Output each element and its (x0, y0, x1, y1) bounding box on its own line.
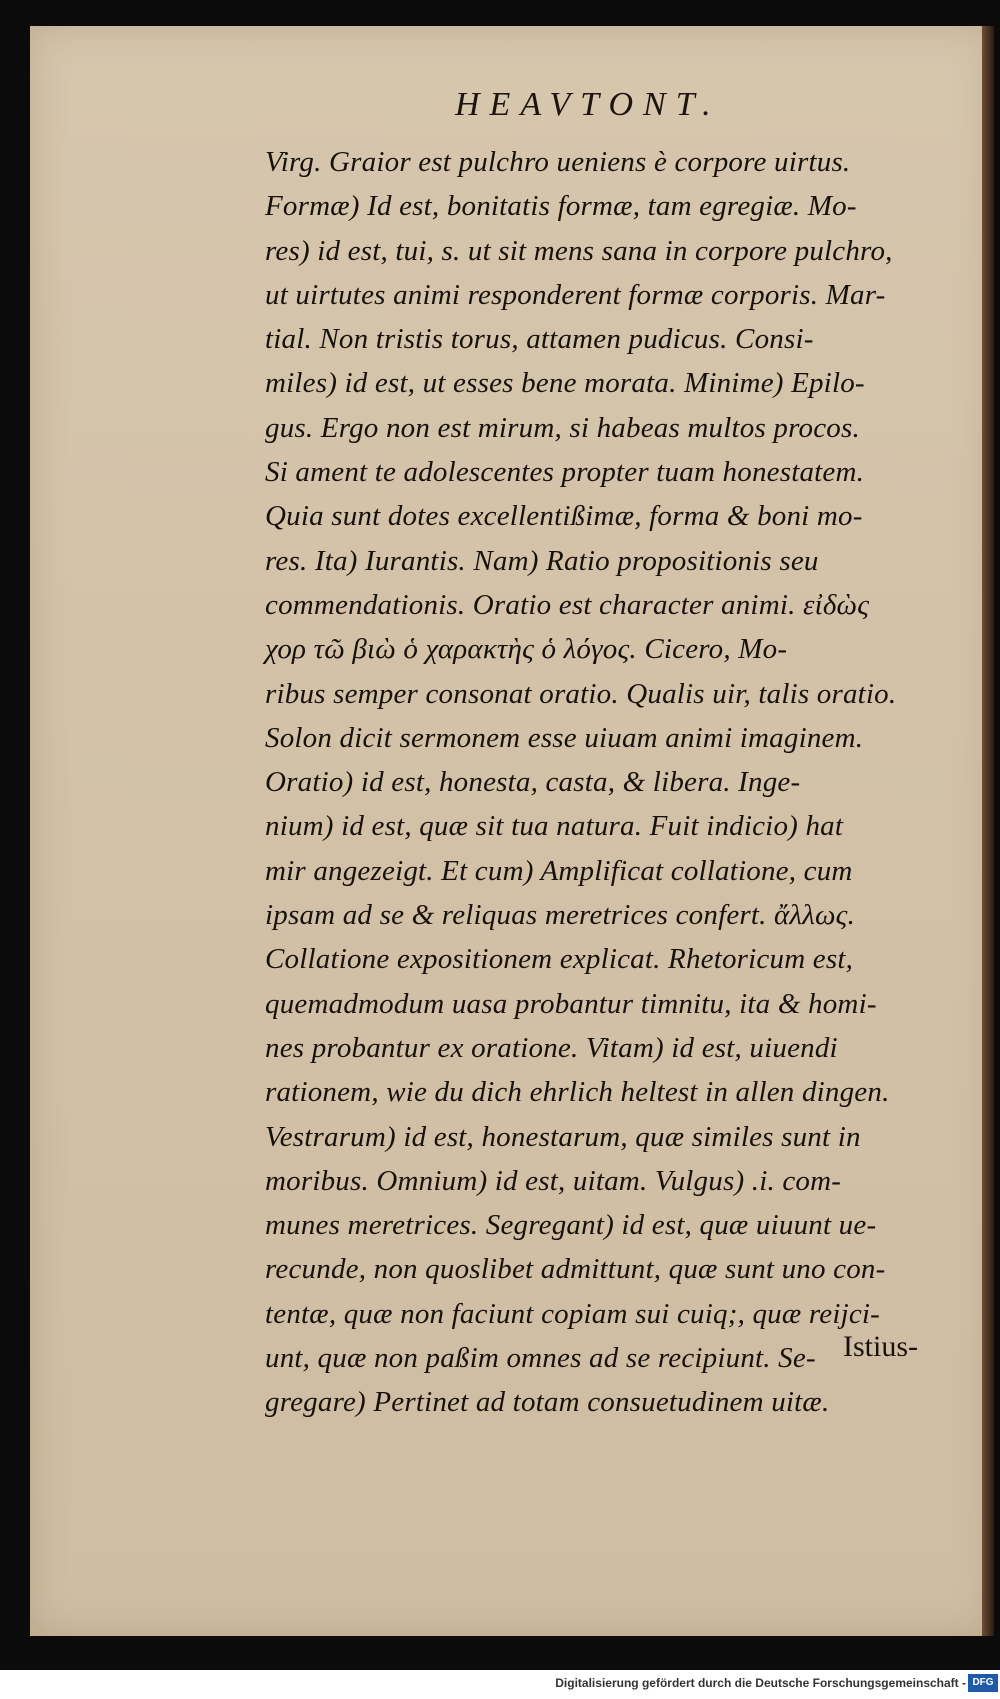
page-edge (982, 26, 994, 1636)
text-line: Vestrarum) id est, honestarum, quæ similes sunt in (265, 1120, 861, 1153)
text-line: nes probantur ex oratione. Vitam) id est, uiuendi (265, 1031, 838, 1064)
catchword: Istius- (843, 1330, 918, 1363)
text-line: quemadmodum uasa probantur timnitu, ita & homi- (265, 987, 877, 1020)
text-line: ut uirtutes animi responderent formæ corporis. Mar- (265, 278, 886, 311)
text-block (265, 140, 945, 1425)
text-line: ribus semper consonat oratio. Qualis uir, talis oratio. (265, 677, 897, 710)
text-line: res) id est, tui, s. ut sit mens sana in corpore pulchro, (265, 234, 893, 267)
text-line: rationem, wie du dich ehrlich heltest in allen dingen. (265, 1076, 890, 1109)
footer-bar (0, 1670, 1000, 1699)
text-line: tial. Non tristis torus, attamen pudicus. Consi- (265, 323, 814, 356)
text-line: munes meretrices. Segregant) id est, quæ uiuunt ue- (265, 1209, 877, 1242)
text-line: commendationis. Oratio est character animi. εἰδὼς (265, 588, 870, 621)
text-line: Virg. Graior est pulchro ueniens è corpore uirtus. (265, 146, 851, 178)
text-line: unt, quæ non paßim omnes ad se recipiunt. Se- (265, 1342, 816, 1375)
text-line: χορ τῶ βιὼ ὁ χαρακτὴς ὁ λόγος. Cicero, Mo- (265, 633, 788, 666)
text-line: Formæ) Id est, bonitatis formæ, tam egregiæ. Mo- (265, 190, 857, 223)
running-head: HEAVTONT. (455, 86, 721, 123)
text-line: Solon dicit sermonem esse uiuam animi imaginem. (265, 721, 864, 754)
text-line: nium) id est, quæ sit tua natura. Fuit indicio) hat (265, 810, 844, 843)
text-line: Quia sunt dotes excellentißimæ, forma & boni mo- (265, 500, 863, 533)
text-line: tentæ, quæ non faciunt copiam sui cuiq;, quæ reijci- (265, 1297, 881, 1330)
text-line: Collatione expositionem explicat. Rhetoricum est, (265, 943, 854, 976)
text-line: mir angezeigt. Et cum) Amplificat collatione, cum (265, 854, 853, 887)
text-line: gus. Ergo non est mirum, si habeas multos procos. (265, 411, 860, 444)
text-line: gregare) Pertinet ad totam consuetudinem uitæ. (265, 1386, 830, 1419)
text-line: ipsam ad se & reliquas meretrices confert. ἄλλως. (265, 899, 856, 932)
text-line: Si ament te adolescentes propter tuam honestatem. (265, 456, 865, 489)
text-line: Oratio) id est, honesta, casta, & libera. Inge- (265, 766, 801, 799)
text-line: res. Ita) Iurantis. Nam) Ratio propositionis seu (265, 544, 819, 577)
dfg-logo-icon: DFG (968, 1674, 998, 1692)
text-line: recunde, non quoslibet admittunt, quæ sunt uno con- (265, 1253, 886, 1286)
text-line: miles) id est, ut esses bene morata. Minime) Epilo- (265, 367, 865, 400)
footer-credit: Digitalisierung gefördert durch die Deutsche Forschungsgemeinschaft - (555, 1676, 966, 1690)
text-line: moribus. Omnium) id est, uitam. Vulgus) .i. com- (265, 1164, 842, 1197)
